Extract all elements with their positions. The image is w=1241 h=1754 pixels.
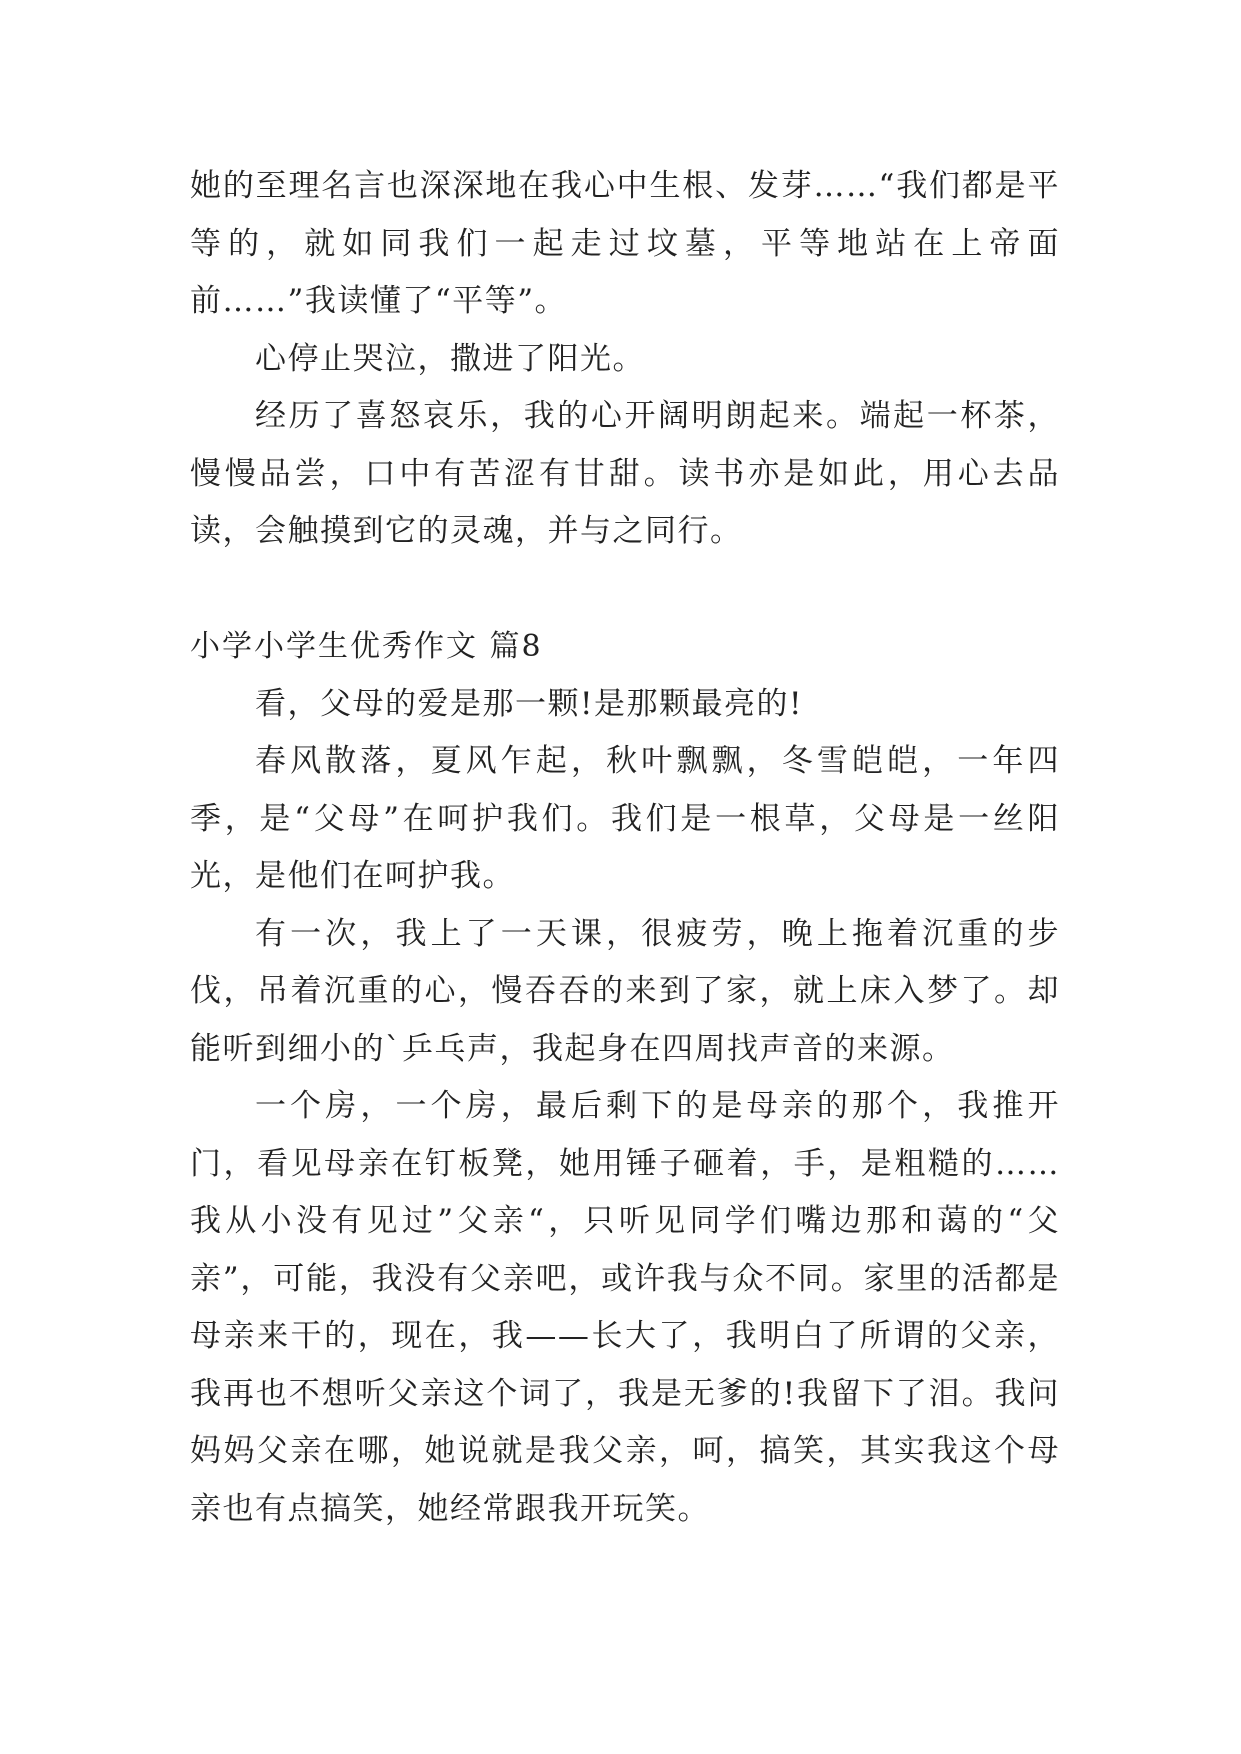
paragraph: 看，父母的爱是那一颗!是那颗最亮的! — [255, 685, 803, 722]
paragraph: 有一次，我上了一天课，很疲劳，晚上拖着沉重的步伐，吊着沉重的心，慢吞吞的来到了家，就上床入梦了。却能听到细小的`乒乓声，我起身在四周找声音的来源。 — [190, 915, 1060, 1067]
section-heading: 小学小学生优秀作文 篇8 — [190, 629, 543, 664]
paragraph: 春风散落，夏风乍起，秋叶飘飘，冬雪皑皑，一年四季，是“父母”在呵护我们。我们是一根草，父母是一丝阳光，是他们在呵护我。 — [190, 743, 1060, 894]
paragraph: 经历了喜怒哀乐，我的心开阔明朗起来。端起一杯茶，慢慢品尝，口中有苦涩有甘甜。读书亦是如此，用心去品读，会触摸到它的灵魂，并与之同行。 — [190, 398, 1060, 549]
paragraph: 心停止哭泣，撒进了阳光。 — [255, 340, 645, 377]
section-spacer — [190, 561, 1060, 619]
paragraph: 一个房，一个房，最后剩下的是母亲的那个，我推开门，看见母亲在钉板凳，她用锤子砸着，手，是粗糙的……我从小没有见过”父亲“，只听见同学们嘴边那和蔼的“父亲”，可能，我没有父亲吧，或许我与众不同。家里的活都是母亲来干的，现在，我——长大了，我明白了所谓的父亲，我再也不想听父亲这个词了，我是无爹的!我留下了泪。我问妈妈父亲在哪，她说就是我父亲，呵，搞笑，其实我这个母亲也有点搞笑，她经常跟我开玩笑。 — [190, 1088, 1060, 1527]
paragraph-continued: 她的至理名言也深深地在我心中生根、发芽……“我们都是平等的，就如同我们一起走过坟墓，平等地站在上帝面前……”我读懂了“平等”。 — [190, 168, 1060, 319]
document-body — [190, 158, 1060, 1538]
